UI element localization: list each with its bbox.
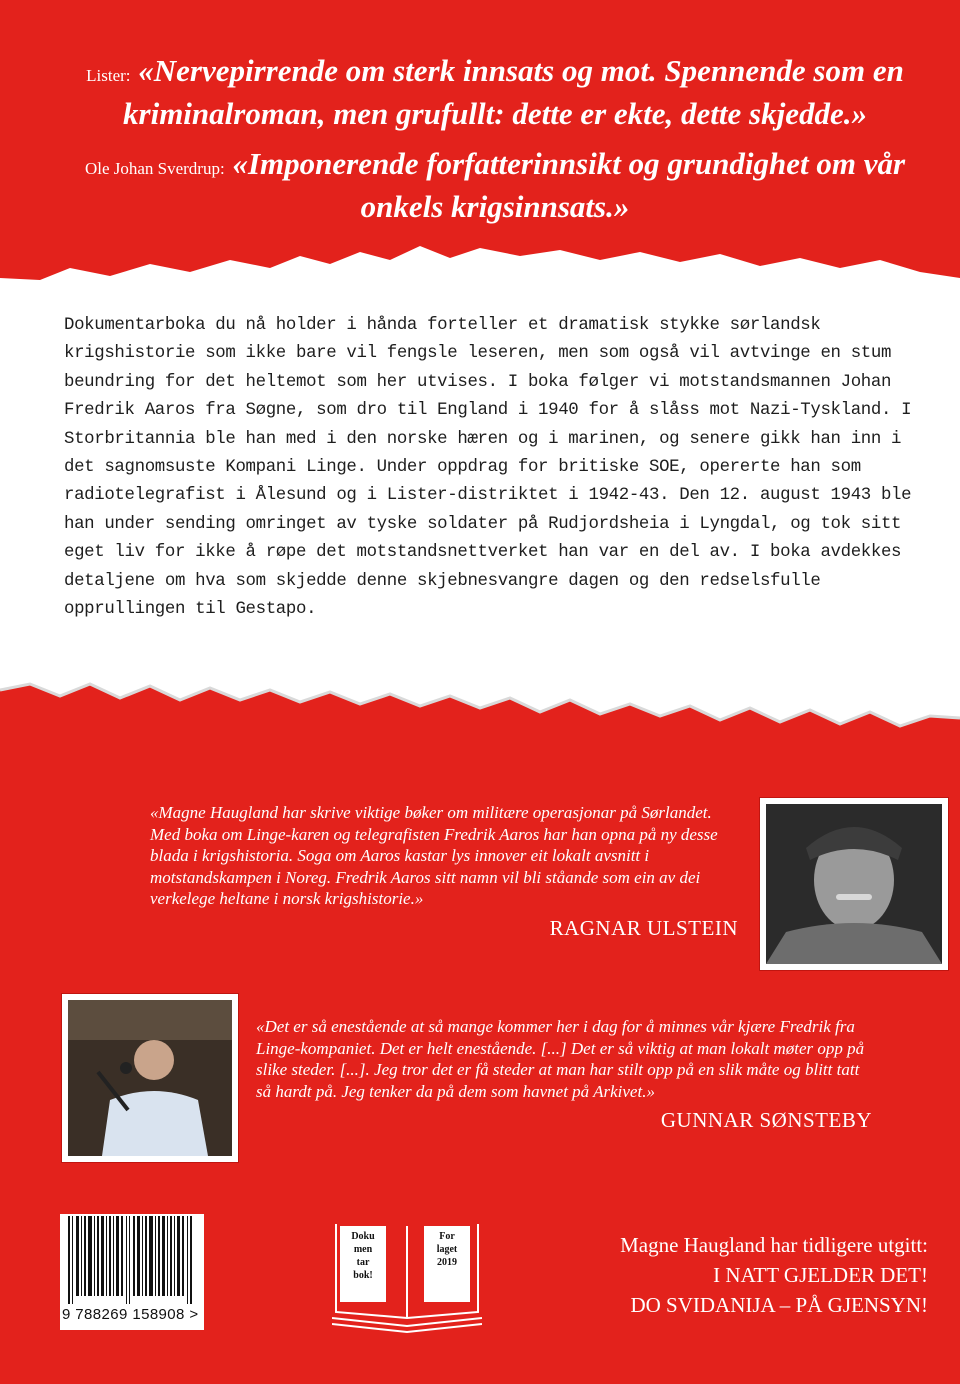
quote-text: «Magne Haugland har skrive viktige bøker om militære operasjonar på Sørlandet. Med boka om Linge-karen og telegrafisten Fredrik Aaros har han opna på ny desse blada i krigshistoria. Soga om Aaros kastar lys innover eit lokalt avsnitt i motstandskampen i Noreg. Fredrik Aaros sitt namn vil bli ståande som ein av dei verkelege heltane i norsk krigshistorie.» <box>150 803 718 908</box>
review-quote-sverdrup <box>60 145 930 226</box>
previous-title: DO SVIDANIJA – PÅ GJENSYN! <box>630 1293 928 1317</box>
quote-ulstein <box>150 802 738 939</box>
review-text: «Nervepirrende om sterk innsats og mot. Spennende som en kriminalroman, men grufullt: dette er ekte, dette skjedde.» <box>123 53 904 131</box>
photo-gunnar-sonsteby <box>62 994 238 1162</box>
quote-author: RAGNAR ULSTEIN <box>549 915 738 940</box>
quote-text: «Det er så enestående at så mange kommer her i dag for å minnes vår kjære Fredrik fra Linge-kompaniet. Det er helt enestående. [...] Det er så viktig at man lokalt møter opp på slike steder. [...]. Jeg tror det er få steder at man har stilt opp på en slik måte og blitt tatt så hardt på. Jeg tenker da på dem som havnet på Arkivet.» <box>256 1017 865 1101</box>
publisher-logo <box>332 1220 482 1340</box>
quote-author: GUNNAR SØNSTEBY <box>660 1108 872 1132</box>
review-text: «Imponerende forfatterinnsikt og grundighet om vår onkels krigsinnsats.» <box>232 146 906 224</box>
logo-left-page: Doku men tar bok! <box>340 1226 386 1302</box>
review-source: Lister: <box>86 66 131 85</box>
previous-works <box>548 1230 928 1320</box>
book-description: Dokumentarboka du nå holder i hånda forteller et dramatisk stykke sørlandsk krigshistorie som ikke bare vil fengsle leseren, men som også vil avtvinge en stum beundring for det heltemot som her utvises. I boka følger vi motstandsmannen Johan Fredrik Aaros fra Søgne, som dro til England i 1940 for å slåss mot Nazi-Tyskland. I Storbritannia ble han med i den norske hæren og i marinen, og senere gikk han inn i det sagnomsuste Kompani Linge. Under oppdrag for britiske SOE, opererte han som radiotelegrafist i Ålesund og i Lister-distriktet i 1942-43. Den 12. august 1943 ble han under sending omringet av tyske soldater på Rudjordsheia i Lyngdal, og tok sitt eget liv for ikke å røpe det motstandsnettverket han var en del av. I boka avdekkes detaljene om hva som skjedde denne skjebnesvangre dagen og den redselsfulle opprullingen til Gestapo. <box>64 316 912 620</box>
logo-right-page: For laget 2019 <box>424 1226 470 1302</box>
previous-works-heading: Magne Haugland har tidligere utgitt: <box>620 1233 928 1257</box>
isbn-number: 9 788269 158908 > <box>62 1306 199 1323</box>
review-quote-lister <box>60 52 930 133</box>
previous-title: I NATT GJELDER DET! <box>713 1263 928 1287</box>
book-icon <box>332 1220 482 1340</box>
portrait-photo-aaros <box>760 798 948 970</box>
top-quotes <box>60 52 930 226</box>
quote-sonsteby <box>256 1016 872 1132</box>
review-source: Ole Johan Sverdrup: <box>84 159 225 178</box>
